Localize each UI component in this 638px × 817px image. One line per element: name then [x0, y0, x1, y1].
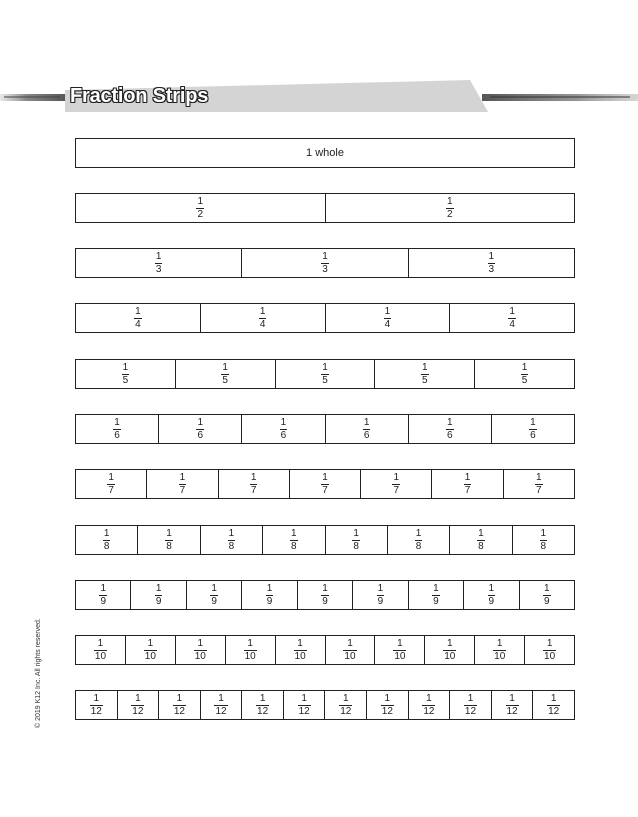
- fraction-numerator: 1: [266, 583, 273, 594]
- strip-segment: [513, 526, 574, 554]
- strip-segment: [388, 526, 450, 554]
- fraction-numerator: 1: [100, 583, 106, 594]
- strip-segment: [242, 415, 325, 443]
- strip-10ths: [75, 635, 575, 665]
- strip-segment: [533, 691, 574, 719]
- fraction-denominator: 7: [179, 485, 186, 496]
- strip-segment: [475, 636, 525, 664]
- fraction-label: [155, 251, 163, 275]
- fraction-denominator: 7: [536, 485, 542, 496]
- fraction-label: [393, 638, 406, 662]
- fraction-numerator: 1: [536, 472, 542, 483]
- fraction-denominator: 3: [322, 264, 328, 275]
- strip-segment: [242, 691, 284, 719]
- strip-segment: [76, 360, 176, 388]
- fraction-denominator: 2: [446, 209, 453, 220]
- fraction-label: [421, 362, 429, 386]
- fraction-label: [173, 693, 186, 717]
- strip-9ths: [75, 580, 575, 610]
- strip-segment: [432, 470, 503, 498]
- fraction-numerator: 1: [108, 472, 114, 483]
- fraction-denominator: 10: [494, 651, 506, 662]
- copyright-notice: © 2019 K12 Inc. All rights reserved.: [35, 618, 42, 728]
- fraction-denominator: 7: [464, 485, 471, 496]
- fraction-numerator: 1: [422, 362, 428, 373]
- fraction-numerator: 1: [464, 472, 471, 483]
- fraction-denominator: 12: [548, 706, 560, 717]
- fraction-label: [280, 417, 288, 441]
- fraction-numerator: 1: [433, 583, 439, 594]
- fraction-numerator: 1: [155, 251, 162, 262]
- strip-segment: [326, 415, 409, 443]
- fraction-numerator: 1: [197, 417, 204, 428]
- fraction-label: [321, 362, 329, 386]
- fraction-denominator: 12: [506, 706, 518, 717]
- fraction-numerator: 1: [122, 362, 129, 373]
- fraction-label: [144, 638, 157, 662]
- fraction-denominator: 7: [393, 485, 400, 496]
- fraction-label: [134, 306, 142, 330]
- fraction-label: [131, 693, 144, 717]
- strip-segment: [159, 691, 201, 719]
- fraction-denominator: 4: [259, 319, 266, 330]
- fraction-numerator: 1: [322, 583, 328, 594]
- fraction-denominator: 12: [215, 706, 227, 717]
- strip-segment: [76, 581, 131, 609]
- fraction-label: [256, 693, 269, 717]
- strip-segment: [76, 636, 126, 664]
- fraction-label: [90, 693, 103, 717]
- fraction-numerator: 1: [488, 583, 495, 594]
- strip-segment: [492, 415, 574, 443]
- fraction-denominator: 7: [108, 485, 114, 496]
- fraction-label: [543, 638, 556, 662]
- strip-segment: [147, 470, 218, 498]
- strip-5ths: [75, 359, 575, 389]
- strip-8ths: [75, 525, 575, 555]
- fraction-label: [214, 693, 227, 717]
- fraction-label: [210, 583, 218, 607]
- fraction-denominator: 10: [144, 651, 156, 662]
- strip-segment: [361, 470, 432, 498]
- fraction-numerator: 1: [103, 528, 110, 539]
- fraction-numerator: 1: [543, 583, 550, 594]
- fraction-denominator: 6: [280, 430, 287, 441]
- fraction-label: [363, 417, 371, 441]
- fraction-label: [392, 472, 400, 496]
- fraction-numerator: 1: [176, 693, 183, 704]
- fraction-denominator: 4: [384, 319, 391, 330]
- strip-segment: [325, 691, 367, 719]
- fraction-denominator: 9: [211, 596, 217, 607]
- fraction-label: [294, 638, 307, 662]
- fraction-numerator: 1: [397, 638, 403, 649]
- fraction-numerator: 1: [135, 693, 141, 704]
- fraction-label: [477, 528, 485, 552]
- fraction-denominator: 3: [488, 264, 495, 275]
- strip-segment: [201, 304, 326, 332]
- fraction-denominator: 8: [478, 541, 484, 552]
- fraction-numerator: 1: [197, 196, 204, 207]
- strip-segment: [475, 360, 574, 388]
- fraction-denominator: 9: [433, 596, 439, 607]
- strip-segment: [425, 636, 475, 664]
- fraction-numerator: 1: [291, 528, 297, 539]
- fraction-denominator: 5: [122, 375, 129, 386]
- strip-segment: [118, 691, 160, 719]
- fraction-label: [103, 528, 111, 552]
- fraction-numerator: 1: [166, 528, 172, 539]
- fraction-numerator: 1: [521, 362, 528, 373]
- fraction-denominator: 6: [197, 430, 204, 441]
- fraction-numerator: 1: [301, 693, 307, 704]
- fraction-label: [259, 306, 267, 330]
- fraction-label: [493, 638, 506, 662]
- strip-segment: [504, 470, 574, 498]
- fraction-label: [422, 693, 435, 717]
- fraction-label: [196, 196, 204, 220]
- fraction-label: [506, 693, 519, 717]
- fraction-label: [446, 196, 454, 220]
- fraction-numerator: 1: [322, 362, 328, 373]
- fraction-numerator: 1: [114, 417, 120, 428]
- fraction-denominator: 12: [381, 706, 393, 717]
- fraction-label: [521, 362, 529, 386]
- fraction-label: [228, 528, 236, 552]
- fraction-numerator: 1: [446, 196, 453, 207]
- fraction-denominator: 12: [340, 706, 352, 717]
- whole-label: 1 whole: [306, 147, 344, 159]
- strip-whole: [75, 138, 575, 168]
- fraction-label: [321, 472, 329, 496]
- strip-3ths: [75, 248, 575, 278]
- strip-segment: [326, 526, 388, 554]
- fraction-denominator: 8: [228, 541, 235, 552]
- fraction-denominator: 10: [294, 651, 306, 662]
- fraction-label: [179, 472, 187, 496]
- fraction-label: [443, 638, 456, 662]
- strip-segment: [450, 526, 512, 554]
- strip-segment: [409, 249, 574, 277]
- fraction-denominator: 9: [377, 596, 384, 607]
- fraction-denominator: 5: [521, 375, 528, 386]
- fraction-denominator: 12: [298, 706, 310, 717]
- fraction-denominator: 9: [266, 596, 273, 607]
- strip-segment: [326, 194, 575, 222]
- fraction-numerator: 1: [93, 693, 100, 704]
- strip-segment: [525, 636, 574, 664]
- fraction-numerator: 1: [322, 472, 328, 483]
- fraction-numerator: 1: [478, 528, 484, 539]
- strip-segment: [276, 360, 376, 388]
- fraction-denominator: 6: [446, 430, 453, 441]
- fraction-label: [343, 638, 356, 662]
- fraction-numerator: 1: [377, 583, 384, 594]
- strip-7ths: [75, 469, 575, 499]
- fraction-numerator: 1: [297, 638, 303, 649]
- fraction-denominator: 10: [94, 651, 107, 662]
- strip-segment: [375, 636, 425, 664]
- fraction-denominator: 8: [291, 541, 297, 552]
- fraction-label: [244, 638, 257, 662]
- fraction-label: [298, 693, 311, 717]
- fraction-label: [194, 638, 207, 662]
- page-title: Fraction Strips: [70, 85, 209, 107]
- strip-segment: [409, 415, 492, 443]
- strip-segment: [76, 415, 159, 443]
- fraction-denominator: 5: [322, 375, 328, 386]
- strip-segment: [76, 526, 138, 554]
- fraction-label: [339, 693, 352, 717]
- strip-segment: [76, 470, 147, 498]
- fraction-denominator: 8: [540, 541, 547, 552]
- fraction-label: [352, 528, 360, 552]
- strip-segment: [76, 304, 201, 332]
- fraction-label: [446, 417, 454, 441]
- fraction-label: [464, 693, 477, 717]
- fraction-denominator: 6: [530, 430, 536, 441]
- fraction-numerator: 1: [488, 251, 495, 262]
- fraction-denominator: 8: [103, 541, 110, 552]
- fraction-numerator: 1: [384, 693, 391, 704]
- fraction-label: [540, 528, 548, 552]
- fraction-denominator: 5: [222, 375, 228, 386]
- fraction-numerator: 1: [426, 693, 432, 704]
- fraction-numerator: 1: [415, 528, 422, 539]
- strip-segment: [131, 581, 186, 609]
- fraction-label: [384, 306, 392, 330]
- strip-4ths: [75, 303, 575, 333]
- fraction-numerator: 1: [509, 306, 515, 317]
- fraction-label: [547, 693, 560, 717]
- fraction-label: [266, 583, 274, 607]
- fraction-label: [321, 583, 329, 607]
- strip-segment: [159, 415, 242, 443]
- fraction-denominator: 12: [257, 706, 269, 717]
- fraction-label: [250, 472, 258, 496]
- strip-segment: [492, 691, 534, 719]
- strip-segment: [176, 360, 276, 388]
- strip-segment: [201, 691, 243, 719]
- fraction-numerator: 1: [447, 638, 453, 649]
- strip-segment: [409, 691, 451, 719]
- fraction-numerator: 1: [347, 638, 353, 649]
- strip-segment: [276, 636, 326, 664]
- fraction-denominator: 12: [132, 706, 144, 717]
- fraction-denominator: 8: [353, 541, 359, 552]
- strip-2ths: [75, 193, 575, 223]
- fraction-label: [543, 583, 551, 607]
- fraction-label: [165, 528, 173, 552]
- fraction-label: [107, 472, 115, 496]
- fraction-numerator: 1: [550, 693, 557, 704]
- fraction-denominator: 10: [344, 651, 356, 662]
- strip-segment: [226, 636, 276, 664]
- fraction-label: [99, 583, 107, 607]
- fraction-numerator: 1: [259, 306, 266, 317]
- fraction-numerator: 1: [147, 638, 154, 649]
- fraction-numerator: 1: [222, 362, 228, 373]
- fraction-denominator: 9: [543, 596, 550, 607]
- fraction-numerator: 1: [384, 306, 391, 317]
- strip-segment: [284, 691, 326, 719]
- fraction-numerator: 1: [342, 693, 349, 704]
- fraction-numerator: 1: [179, 472, 186, 483]
- fraction-numerator: 1: [259, 693, 266, 704]
- strip-segment: [176, 636, 226, 664]
- fraction-denominator: 5: [422, 375, 428, 386]
- strip-segment: [76, 194, 326, 222]
- strip-segment: [138, 526, 200, 554]
- fraction-label: [464, 472, 472, 496]
- strip-segment: [242, 581, 297, 609]
- fraction-denominator: 7: [250, 485, 257, 496]
- fraction-denominator: 6: [363, 430, 370, 441]
- fraction-numerator: 1: [540, 528, 547, 539]
- fraction-denominator: 12: [423, 706, 435, 717]
- fraction-numerator: 1: [247, 638, 253, 649]
- fraction-numerator: 1: [197, 638, 204, 649]
- fraction-label: [508, 306, 516, 330]
- fraction-denominator: 12: [464, 706, 477, 717]
- fraction-denominator: 10: [244, 651, 256, 662]
- strip-segment: [76, 139, 574, 167]
- strip-segment: [326, 304, 451, 332]
- fraction-label: [196, 417, 204, 441]
- fraction-label: [415, 528, 423, 552]
- fraction-denominator: 7: [322, 485, 328, 496]
- strip-segment: [219, 470, 290, 498]
- fraction-label: [290, 528, 298, 552]
- strip-segment: [450, 691, 492, 719]
- fraction-label: [113, 417, 121, 441]
- page-header: [0, 80, 638, 112]
- fraction-label: [155, 583, 163, 607]
- fraction-denominator: 12: [173, 706, 185, 717]
- fraction-label: [432, 583, 440, 607]
- fraction-denominator: 8: [415, 541, 422, 552]
- fraction-denominator: 2: [197, 209, 204, 220]
- strip-segment: [187, 581, 242, 609]
- strip-segment: [326, 636, 376, 664]
- fraction-denominator: 3: [155, 264, 162, 275]
- fraction-denominator: 9: [100, 596, 106, 607]
- fraction-numerator: 1: [530, 417, 536, 428]
- strip-segment: [76, 249, 242, 277]
- fraction-numerator: 1: [155, 583, 162, 594]
- fraction-label: [529, 417, 537, 441]
- fraction-denominator: 10: [544, 651, 556, 662]
- fraction-denominator: 9: [155, 596, 162, 607]
- fraction-label: [377, 583, 385, 607]
- fraction-numerator: 1: [228, 528, 235, 539]
- fraction-label: [122, 362, 130, 386]
- strip-segment: [242, 249, 408, 277]
- fraction-numerator: 1: [467, 693, 474, 704]
- fraction-denominator: 10: [444, 651, 456, 662]
- fraction-denominator: 8: [166, 541, 172, 552]
- strip-segment: [375, 360, 475, 388]
- strip-segment: [126, 636, 176, 664]
- strip-12ths: [75, 690, 575, 720]
- strip-6ths: [75, 414, 575, 444]
- fraction-numerator: 1: [322, 251, 328, 262]
- fraction-numerator: 1: [393, 472, 400, 483]
- fraction-denominator: 4: [509, 319, 515, 330]
- strip-segment: [201, 526, 263, 554]
- strip-segment: [353, 581, 408, 609]
- fraction-numerator: 1: [135, 306, 141, 317]
- fraction-denominator: 12: [90, 706, 102, 717]
- fraction-denominator: 9: [322, 596, 328, 607]
- fraction-numerator: 1: [546, 638, 553, 649]
- fraction-numerator: 1: [446, 417, 453, 428]
- fraction-denominator: 6: [114, 430, 120, 441]
- fraction-numerator: 1: [363, 417, 370, 428]
- fraction-denominator: 10: [194, 651, 206, 662]
- strip-segment: [298, 581, 353, 609]
- fraction-label: [321, 251, 329, 275]
- fraction-numerator: 1: [97, 638, 104, 649]
- fraction-label: [94, 638, 107, 662]
- fraction-label: [381, 693, 394, 717]
- fraction-numerator: 1: [250, 472, 257, 483]
- fraction-label: [221, 362, 229, 386]
- strip-segment: [76, 691, 118, 719]
- fraction-denominator: 9: [488, 596, 495, 607]
- fraction-numerator: 1: [280, 417, 287, 428]
- fraction-label: [535, 472, 543, 496]
- strip-segment: [409, 581, 464, 609]
- fraction-label: [488, 251, 496, 275]
- fraction-denominator: 4: [135, 319, 141, 330]
- fraction-numerator: 1: [211, 583, 217, 594]
- strip-segment: [450, 304, 574, 332]
- strip-segment: [520, 581, 574, 609]
- fraction-numerator: 1: [353, 528, 359, 539]
- fraction-numerator: 1: [509, 693, 515, 704]
- strip-segment: [290, 470, 361, 498]
- strip-segment: [367, 691, 409, 719]
- strip-segment: [464, 581, 519, 609]
- fraction-numerator: 1: [218, 693, 224, 704]
- strip-segment: [263, 526, 325, 554]
- fraction-label: [488, 583, 496, 607]
- fraction-numerator: 1: [496, 638, 503, 649]
- fraction-denominator: 10: [394, 651, 406, 662]
